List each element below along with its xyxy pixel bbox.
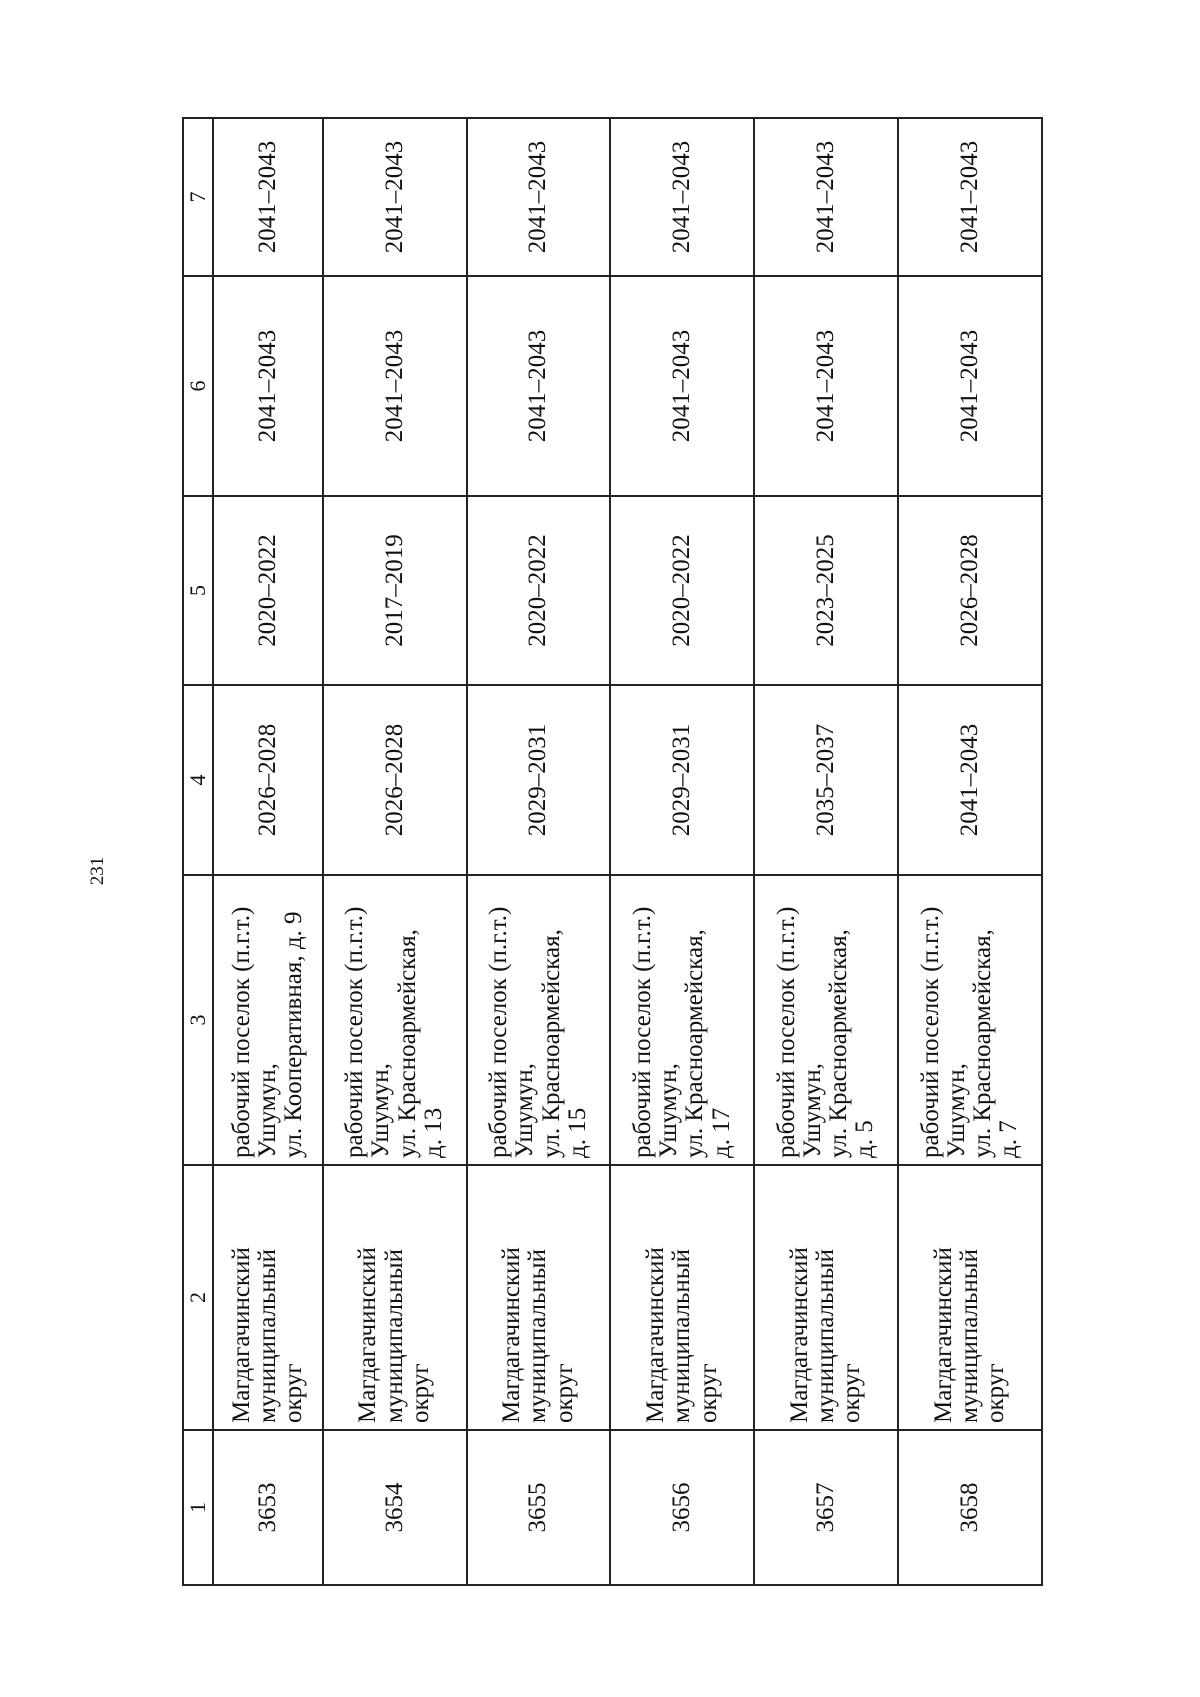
address-cell xyxy=(754,875,898,1165)
address-line: Ушумун, xyxy=(942,1063,970,1158)
header-col-7: 7 xyxy=(183,118,213,276)
municipality-cell xyxy=(610,1165,754,1430)
address-line: Ушумун, xyxy=(655,1063,683,1158)
period-col-4: 2035–2037 xyxy=(754,685,898,875)
address-cell xyxy=(213,875,323,1165)
municipality-line: муниципальный xyxy=(812,1249,840,1423)
table-row xyxy=(323,118,467,1585)
address-line: ул. Красноармейская, xyxy=(681,929,709,1158)
address-line: д. 13 xyxy=(419,1107,447,1158)
row-number: 3656 xyxy=(610,1430,754,1585)
period-col-4: 2029–2031 xyxy=(610,685,754,875)
municipality-line: муниципальный xyxy=(253,1249,281,1423)
table-row xyxy=(213,118,323,1585)
address-cell xyxy=(898,875,1042,1165)
row-number: 3653 xyxy=(213,1430,323,1585)
municipality-line: Магдагачинский xyxy=(642,1247,669,1423)
row-number: 3658 xyxy=(898,1430,1042,1585)
address-line: рабочий поселок (п.г.т.) xyxy=(227,906,255,1158)
period-col-4: 2026–2028 xyxy=(213,685,323,875)
municipality-line: Магдагачинский xyxy=(785,1247,813,1423)
header-col-2: 2 xyxy=(183,1165,213,1430)
address-line: ул. Красноармейская, xyxy=(969,929,997,1158)
municipality-line: Магдагачинский xyxy=(498,1247,526,1423)
address-line: ул. Кооперативная, д. 9 xyxy=(280,911,308,1158)
period-col-4: 2041–2043 xyxy=(898,685,1042,875)
address-line: д. 17 xyxy=(707,1107,735,1158)
header-col-5: 5 xyxy=(183,496,213,685)
municipality-line: Магдагачинский xyxy=(929,1247,957,1423)
period-col-5: 2017–2019 xyxy=(323,496,467,685)
municipality-line: округ xyxy=(838,1363,866,1423)
municipality-cell xyxy=(467,1165,611,1430)
address-cell xyxy=(323,875,467,1165)
period-col-5: 2020–2022 xyxy=(610,496,754,685)
period-col-7: 2041–2043 xyxy=(323,118,467,276)
period-col-7: 2041–2043 xyxy=(467,118,611,276)
address-line: ул. Красноармейская, xyxy=(825,929,853,1158)
header-col-1: 1 xyxy=(183,1430,213,1585)
header-row xyxy=(183,118,213,1585)
page-number-text: 231 xyxy=(87,856,108,886)
period-col-5: 2023–2025 xyxy=(754,496,898,685)
row-number: 3654 xyxy=(323,1430,467,1585)
row-number: 3655 xyxy=(467,1430,611,1585)
period-col-7: 2041–2043 xyxy=(610,118,754,276)
header-col-6: 6 xyxy=(183,276,213,496)
table-row xyxy=(467,118,611,1585)
period-col-6: 2041–2043 xyxy=(754,276,898,496)
address-line: д. 7 xyxy=(995,1120,1023,1158)
address-cell xyxy=(467,875,611,1165)
header-col-3: 3 xyxy=(183,875,213,1165)
municipality-line: муниципальный xyxy=(380,1249,408,1423)
period-col-5: 2020–2022 xyxy=(467,496,611,685)
municipality-cell xyxy=(213,1165,323,1430)
address-line: д. 5 xyxy=(851,1120,879,1158)
address-line: рабочий поселок (п.г.т.) xyxy=(916,906,944,1158)
period-col-5: 2020–2022 xyxy=(213,496,323,685)
address-line: Ушумун, xyxy=(367,1063,395,1158)
municipality-cell xyxy=(898,1165,1042,1430)
municipality-cell xyxy=(754,1165,898,1430)
period-col-4: 2026–2028 xyxy=(323,685,467,875)
municipality-cell xyxy=(323,1165,467,1430)
period-col-7: 2041–2043 xyxy=(898,118,1042,276)
period-col-6: 2041–2043 xyxy=(323,276,467,496)
municipality-line: муниципальный xyxy=(668,1249,696,1423)
address-line: рабочий поселок (п.г.т.) xyxy=(341,906,369,1158)
municipality-line: округ xyxy=(550,1363,578,1423)
address-line: д. 15 xyxy=(563,1107,591,1158)
period-col-6: 2041–2043 xyxy=(610,276,754,496)
period-col-5: 2026–2028 xyxy=(898,496,1042,685)
header-col-4: 4 xyxy=(183,685,213,875)
municipality-line: муниципальный xyxy=(955,1249,983,1423)
address-line: ул. Красноармейская, xyxy=(537,929,565,1158)
rotated-table-container xyxy=(182,119,1043,1586)
address-line: рабочий поселок (п.г.т.) xyxy=(772,906,800,1158)
period-col-7: 2041–2043 xyxy=(754,118,898,276)
schedule-table xyxy=(182,117,1043,1586)
table-row xyxy=(754,118,898,1585)
address-line: рабочий поселок (п.г.т.) xyxy=(628,906,656,1158)
period-col-7: 2041–2043 xyxy=(213,118,323,276)
municipality-line: Магдагачинский xyxy=(227,1247,255,1423)
table-row xyxy=(898,118,1042,1585)
period-col-6: 2041–2043 xyxy=(467,276,611,496)
address-line: рабочий поселок (п.г.т.) xyxy=(485,906,513,1158)
address-line: ул. Красноармейская, xyxy=(393,929,421,1158)
municipality-line: округ xyxy=(406,1363,434,1423)
municipality-line: округ xyxy=(280,1363,308,1423)
municipality-line: округ xyxy=(694,1363,722,1423)
address-cell xyxy=(610,875,754,1165)
table-row xyxy=(610,118,754,1585)
address-line: Ушумун, xyxy=(253,1063,281,1158)
municipality-line: округ xyxy=(982,1363,1010,1423)
period-col-4: 2029–2031 xyxy=(467,685,611,875)
period-col-6: 2041–2043 xyxy=(898,276,1042,496)
municipality-line: муниципальный xyxy=(524,1249,552,1423)
address-line: Ушумун, xyxy=(798,1063,826,1158)
row-number: 3657 xyxy=(754,1430,898,1585)
period-col-6: 2041–2043 xyxy=(213,276,323,496)
municipality-line: Магдагачинский xyxy=(354,1247,382,1423)
address-line: Ушумун, xyxy=(511,1063,539,1158)
